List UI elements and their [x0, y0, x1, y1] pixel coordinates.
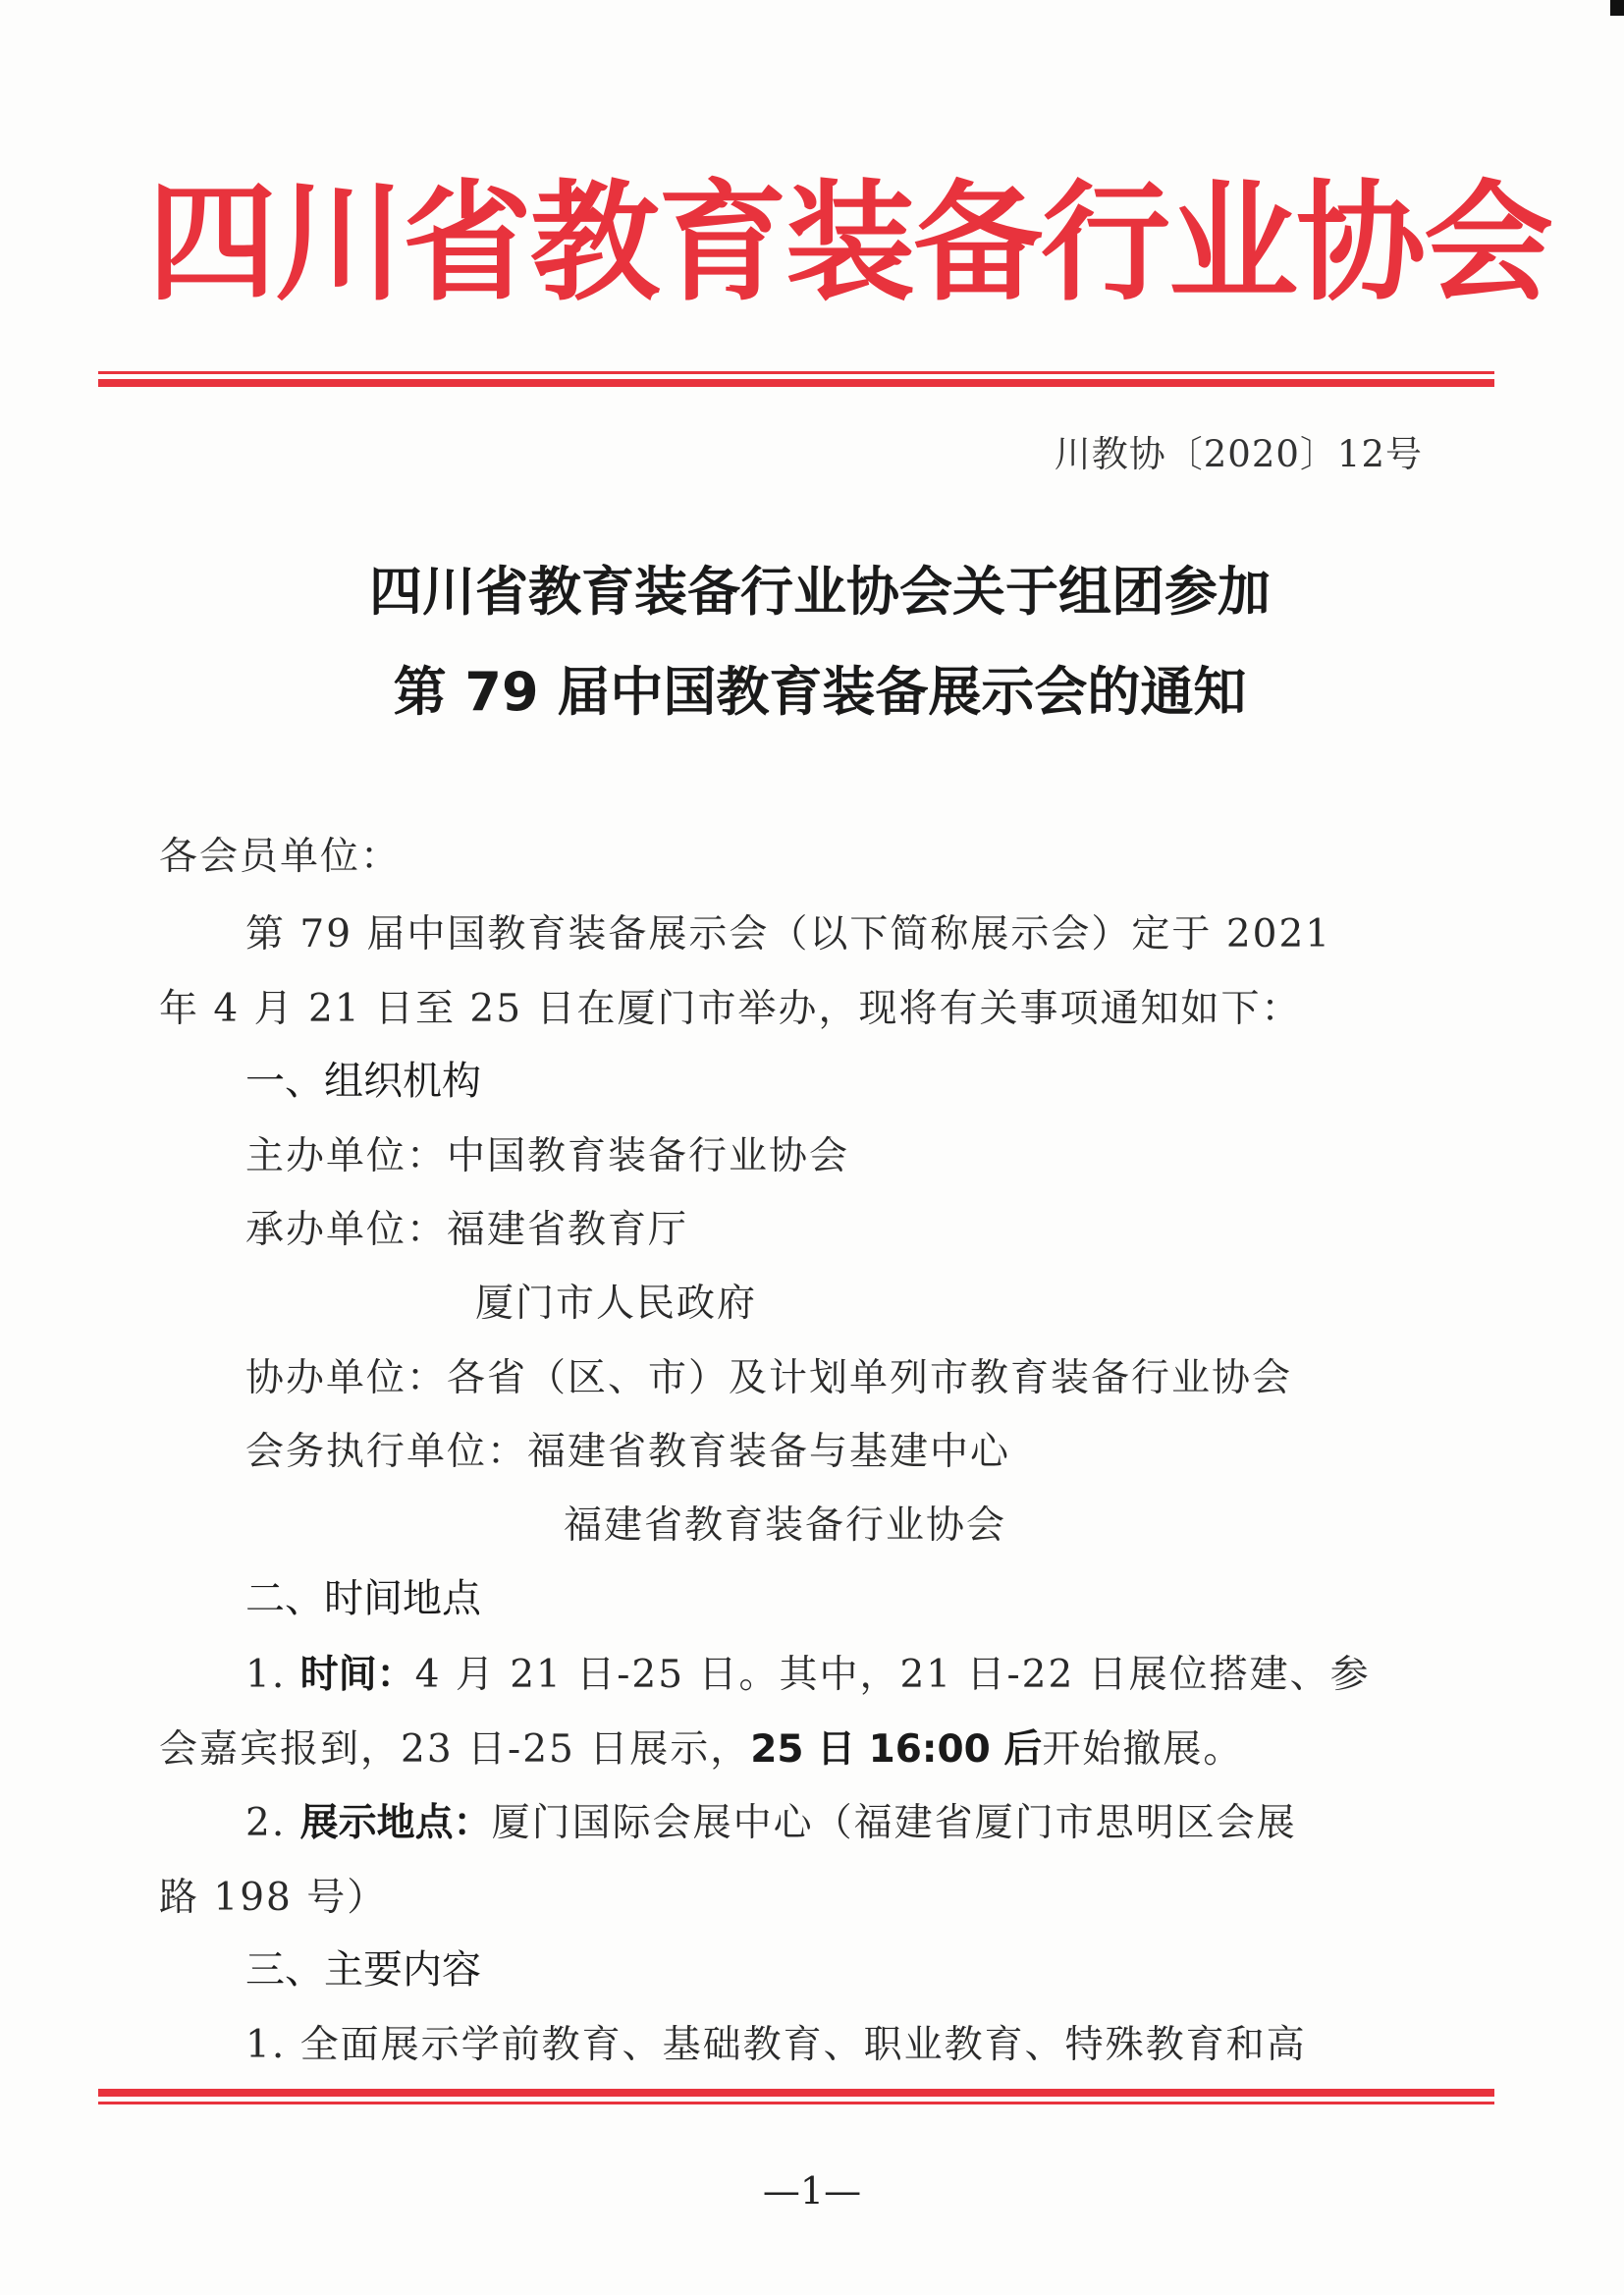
document-title-line-2: 第 79 届中国教育装备展示会的通知 [393, 661, 1247, 723]
executor-value-2: 福建省教育装备行业协会 [564, 1503, 1007, 1548]
time-label: 时间： [299, 1653, 415, 1697]
organizer-label: 承办单位： [245, 1208, 448, 1252]
co-organizer-value: 各省（区、市）及计划单列市教育装备行业协会 [447, 1356, 1293, 1400]
venue-prefix: 2. [245, 1801, 300, 1845]
venue-text-1: 厦门国际会展中心（福建省厦门市思明区会展 [491, 1801, 1297, 1845]
letterhead-org-title: 四川省教育装备行业协会 [147, 168, 1551, 319]
teardown-time: 25 日 16:00 后 [750, 1727, 1043, 1772]
document-title-line-1: 四川省教育装备行业协会关于组团参加 [369, 561, 1271, 623]
organizer-row [245, 1203, 688, 1258]
organizer-value-1: 福建省教育厅 [447, 1208, 689, 1252]
header-red-rule-thick [98, 379, 1494, 387]
intro-line-1: 第 79 届中国教育装备展示会（以下简称展示会）定于 2021 [245, 912, 1332, 956]
scan-corner-mark [1610, 0, 1624, 16]
co-organizer-label: 协办单位： [245, 1356, 448, 1400]
footer-red-rule-thin [98, 2102, 1494, 2104]
time-text-2b: 开始撤展。 [1042, 1727, 1244, 1772]
section-1-heading: 一、组织机构 [245, 1059, 481, 1104]
organizer-value-2: 厦门市人民政府 [475, 1282, 758, 1326]
content-item-1: 1. 全面展示学前教育、基础教育、职业教育、特殊教育和高 [245, 2023, 1307, 2067]
executor-label: 会务执行单位： [245, 1430, 528, 1474]
co-organizer-row [245, 1351, 1292, 1406]
host-value: 中国教育装备行业协会 [447, 1134, 850, 1178]
host-label: 主办单位： [245, 1134, 448, 1178]
footer-red-rule-thick [98, 2089, 1494, 2097]
time-prefix: 1. [245, 1653, 300, 1697]
executor-row [245, 1425, 1010, 1480]
header-red-rule-thin [98, 371, 1494, 374]
venue-label: 展示地点： [299, 1801, 492, 1845]
salutation: 各会员单位： [159, 835, 402, 879]
time-line-1 [245, 1648, 1371, 1703]
time-text-1: 4 月 21 日-25 日。其中，21 日-22 日展位搭建、参 [414, 1653, 1371, 1697]
time-text-2a: 会嘉宾报到，23 日-25 日展示， [159, 1727, 751, 1772]
intro-line-2: 年 4 月 21 日至 25 日在厦门市举办，现将有关事项通知如下： [159, 987, 1302, 1031]
venue-line-1 [245, 1796, 1297, 1851]
document-number: 川教协〔2020〕12号 [1054, 433, 1423, 475]
executor-value-1: 福建省教育装备与基建中心 [527, 1430, 1011, 1474]
section-2-heading: 二、时间地点 [245, 1576, 481, 1621]
venue-line-2: 路 198 号） [159, 1876, 388, 1920]
time-line-2 [159, 1722, 1243, 1777]
page-number: —1— [762, 2169, 862, 2213]
host-row [245, 1129, 849, 1184]
section-3-heading: 三、主要内容 [245, 1947, 481, 1993]
